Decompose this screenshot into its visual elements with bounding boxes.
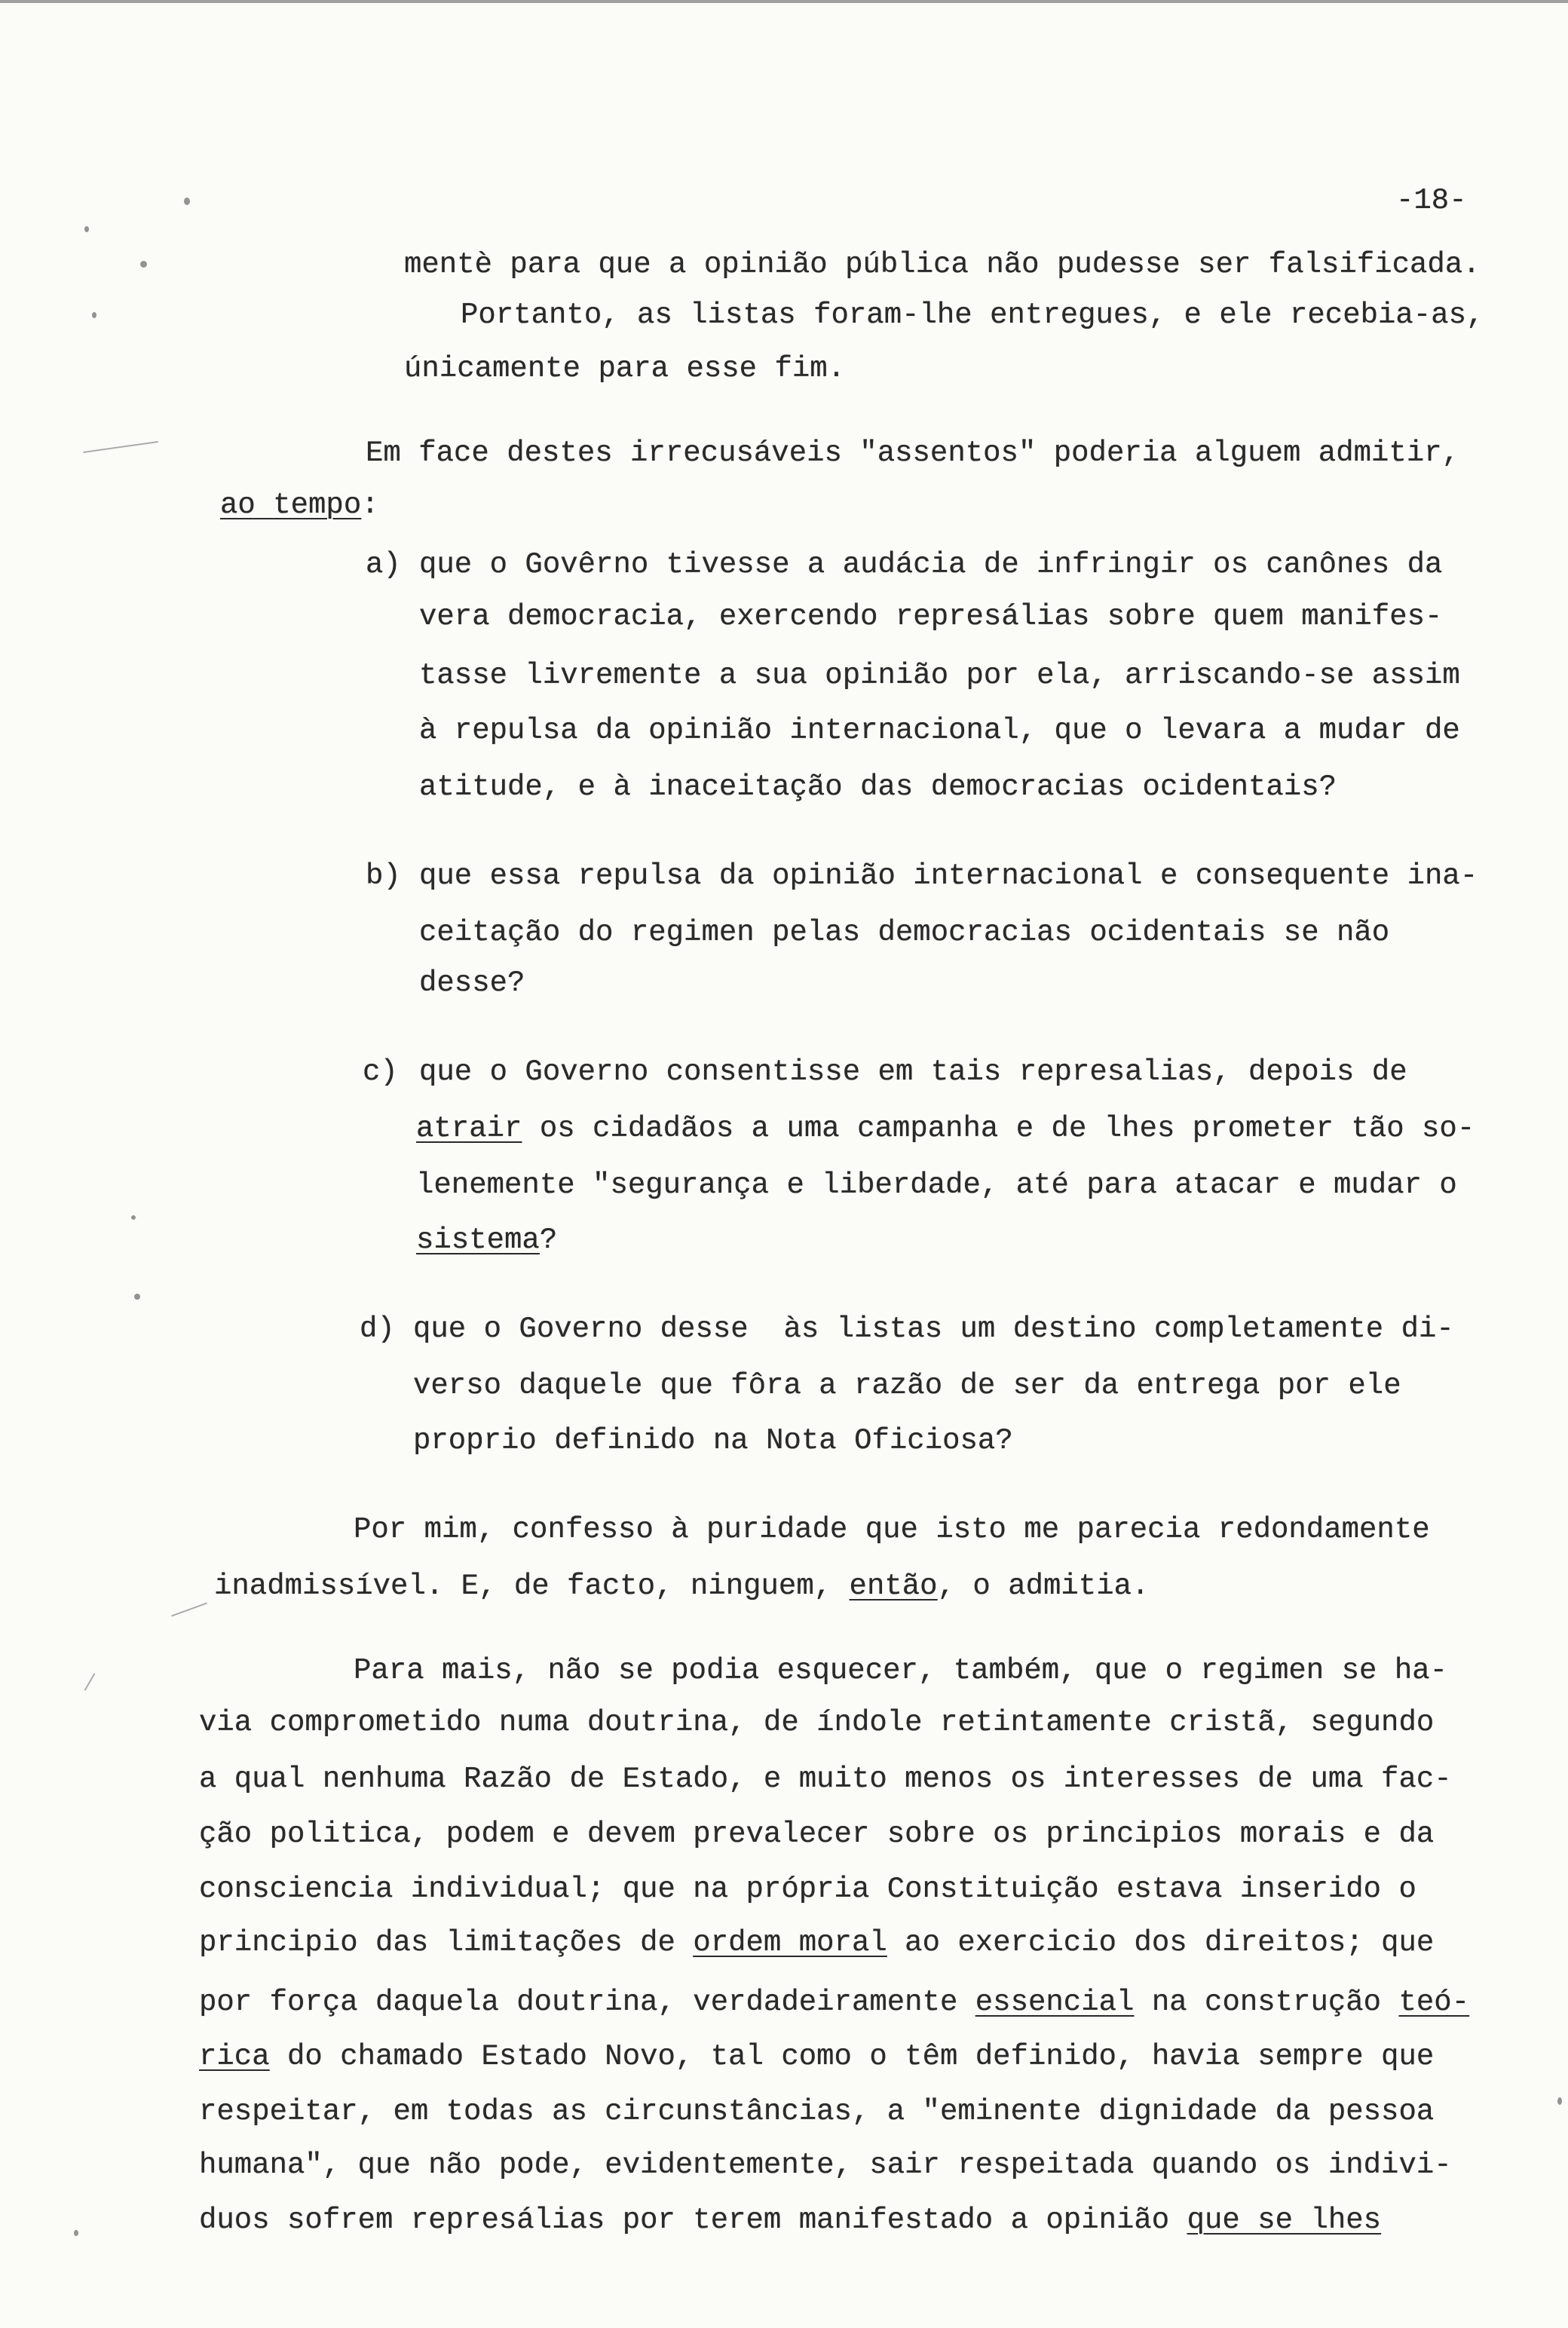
- margin-dot: [184, 198, 190, 205]
- line-text: que o Governo desse às listas um destino completamente di-: [413, 1313, 1454, 1346]
- text-line: [419, 859, 1478, 893]
- page-number: -18-: [1396, 184, 1467, 217]
- text-line: [419, 966, 525, 1000]
- line-text: mentè para que a opinião pública não pudesse ser falsificada.: [404, 248, 1481, 281]
- text-line: [199, 2039, 1434, 2074]
- text-line: [214, 1569, 1149, 1604]
- line-text: consciencia individual; que na própria Constituição estava inserido o: [199, 1873, 1416, 1906]
- margin-dot: [131, 1215, 136, 1220]
- underlined-text: que se lhes: [1187, 2204, 1382, 2237]
- line-text: Portanto, as listas foram-lhe entregues, e ele recebia-as,: [461, 299, 1484, 332]
- text-line: [199, 2148, 1452, 2182]
- line-text: os cidadãos a uma campanha e de lhes prometer tão so-: [522, 1112, 1475, 1145]
- line-text: lenemente "segurança e liberdade, até para atacar e mudar o: [416, 1169, 1457, 1202]
- line-text: verso daquele que fôra a razão de ser da entrega por ele: [413, 1369, 1401, 1402]
- text-line: [416, 1111, 1475, 1146]
- margin-dot: [74, 2230, 78, 2236]
- text-line: [419, 713, 1460, 748]
- line-text: respeitar, em todas as circunstâncias, a "eminente dignidade da pessoa: [199, 2095, 1435, 2128]
- margin-stroke: [84, 1673, 96, 1691]
- line-text: principio das limitações de: [199, 1926, 694, 1959]
- line-text: tasse livremente a sua opinião por ela, arriscando-se assim: [419, 659, 1460, 692]
- line-text: inadmissível. E, de facto, ninguem,: [214, 1570, 850, 1603]
- margin-dot: [92, 312, 96, 318]
- text-line: [413, 1312, 1454, 1346]
- line-text: Em face destes irrecusáveis "assentos" poderia alguem admitir,: [366, 436, 1460, 470]
- line-text: que o Govêrno tivesse a audácia de infringir os canônes da: [419, 548, 1443, 581]
- underlined-text: então: [849, 1570, 938, 1603]
- margin-stroke: [83, 441, 158, 453]
- line-text: do chamado Estado Novo, tal como o têm definido, havia sempre que: [269, 2040, 1435, 2073]
- text-line: [413, 1368, 1401, 1403]
- line-text: na construção: [1134, 1986, 1399, 2019]
- text-line: [419, 547, 1442, 582]
- text-line: [199, 1762, 1452, 1797]
- item-label: d): [360, 1313, 395, 1346]
- text-line: [404, 351, 845, 386]
- line-text: proprio definido na Nota Oficiosa?: [413, 1424, 1013, 1457]
- text-line: [404, 247, 1481, 282]
- line-text: humana", que não pode, evidentemente, sair respeitada quando os indivi-: [199, 2149, 1452, 2182]
- line-text: que essa repulsa da opinião internacional e consequente ina-: [419, 859, 1478, 893]
- underlined-text: essencial: [975, 1986, 1135, 2019]
- text-line: [354, 1512, 1430, 1547]
- underlined-text: ao tempo: [220, 489, 362, 522]
- margin-dot: [140, 261, 147, 268]
- text-line: [199, 1817, 1434, 1852]
- line-text: Para mais, não se podia esquecer, também, que o regimen se ha-: [354, 1654, 1448, 1687]
- line-text: a qual nenhuma Razão de Estado, e muito menos os interesses de uma fac-: [199, 1763, 1452, 1796]
- page-top-edge: [0, 0, 1568, 3]
- margin-dot: [134, 1294, 140, 1300]
- line-text: ao exercicio dos direitos; que: [887, 1926, 1435, 1959]
- item-label: a): [366, 548, 401, 581]
- line-text: ção politica, podem e devem prevalecer sobre os principios morais e da: [199, 1818, 1435, 1851]
- underlined-text: atrair: [416, 1112, 522, 1145]
- line-text: únicamente para esse fim.: [404, 352, 846, 385]
- line-text: duos sofrem represálias por terem manifestado a opinião: [199, 2204, 1187, 2237]
- text-line: [419, 599, 1442, 634]
- text-line: [416, 1168, 1457, 1202]
- text-line: [461, 298, 1484, 332]
- text-line: [366, 436, 1459, 470]
- text-line: [419, 915, 1389, 950]
- margin-dot: [84, 226, 89, 232]
- line-text: via comprometido numa doutrina, de índole retintamente cristã, segundo: [199, 1706, 1435, 1739]
- line-text: ceitação do regimen pelas democracias ocidentais se não: [419, 916, 1390, 949]
- text-line: [220, 488, 379, 522]
- line-text: :: [361, 489, 379, 522]
- underlined-text: sistema: [416, 1224, 540, 1257]
- text-line: [419, 1055, 1407, 1089]
- margin-stroke: [171, 1603, 207, 1617]
- text-line: [419, 770, 1337, 804]
- item-label: c): [363, 1055, 398, 1089]
- text-line: [199, 2094, 1434, 2129]
- line-text: desse?: [419, 966, 525, 1000]
- text-line: [199, 1925, 1434, 1960]
- line-text: ?: [539, 1224, 558, 1257]
- item-label: b): [366, 859, 401, 893]
- text-line: [199, 1705, 1434, 1740]
- text-line: [413, 1423, 1013, 1458]
- line-text: à repulsa da opinião internacional, que o levara a mudar de: [419, 714, 1460, 747]
- text-line: [199, 1872, 1416, 1907]
- line-text: Por mim, confesso à puridade que isto me parecia redondamente: [354, 1513, 1430, 1546]
- text-line: [199, 2203, 1381, 2238]
- underlined-text: ordem moral: [693, 1926, 887, 1959]
- line-text: que o Governo consentisse em tais represalias, depois de: [419, 1055, 1407, 1089]
- margin-dot: [1557, 2097, 1562, 2105]
- line-text: vera democracia, exercendo represálias sobre quem manifes-: [419, 600, 1443, 633]
- text-line: [419, 658, 1460, 693]
- line-text: , o admitia.: [937, 1570, 1150, 1603]
- underlined-text: teó-: [1398, 1986, 1470, 2019]
- line-text: atitude, e à inaceitação das democracias ocidentais?: [419, 770, 1337, 804]
- underlined-text: rica: [199, 2040, 270, 2073]
- text-line: [354, 1653, 1447, 1688]
- text-line: [199, 1985, 1469, 2020]
- text-line: [416, 1223, 557, 1257]
- line-text: por força daquela doutrina, verdadeiramente: [199, 1986, 975, 2019]
